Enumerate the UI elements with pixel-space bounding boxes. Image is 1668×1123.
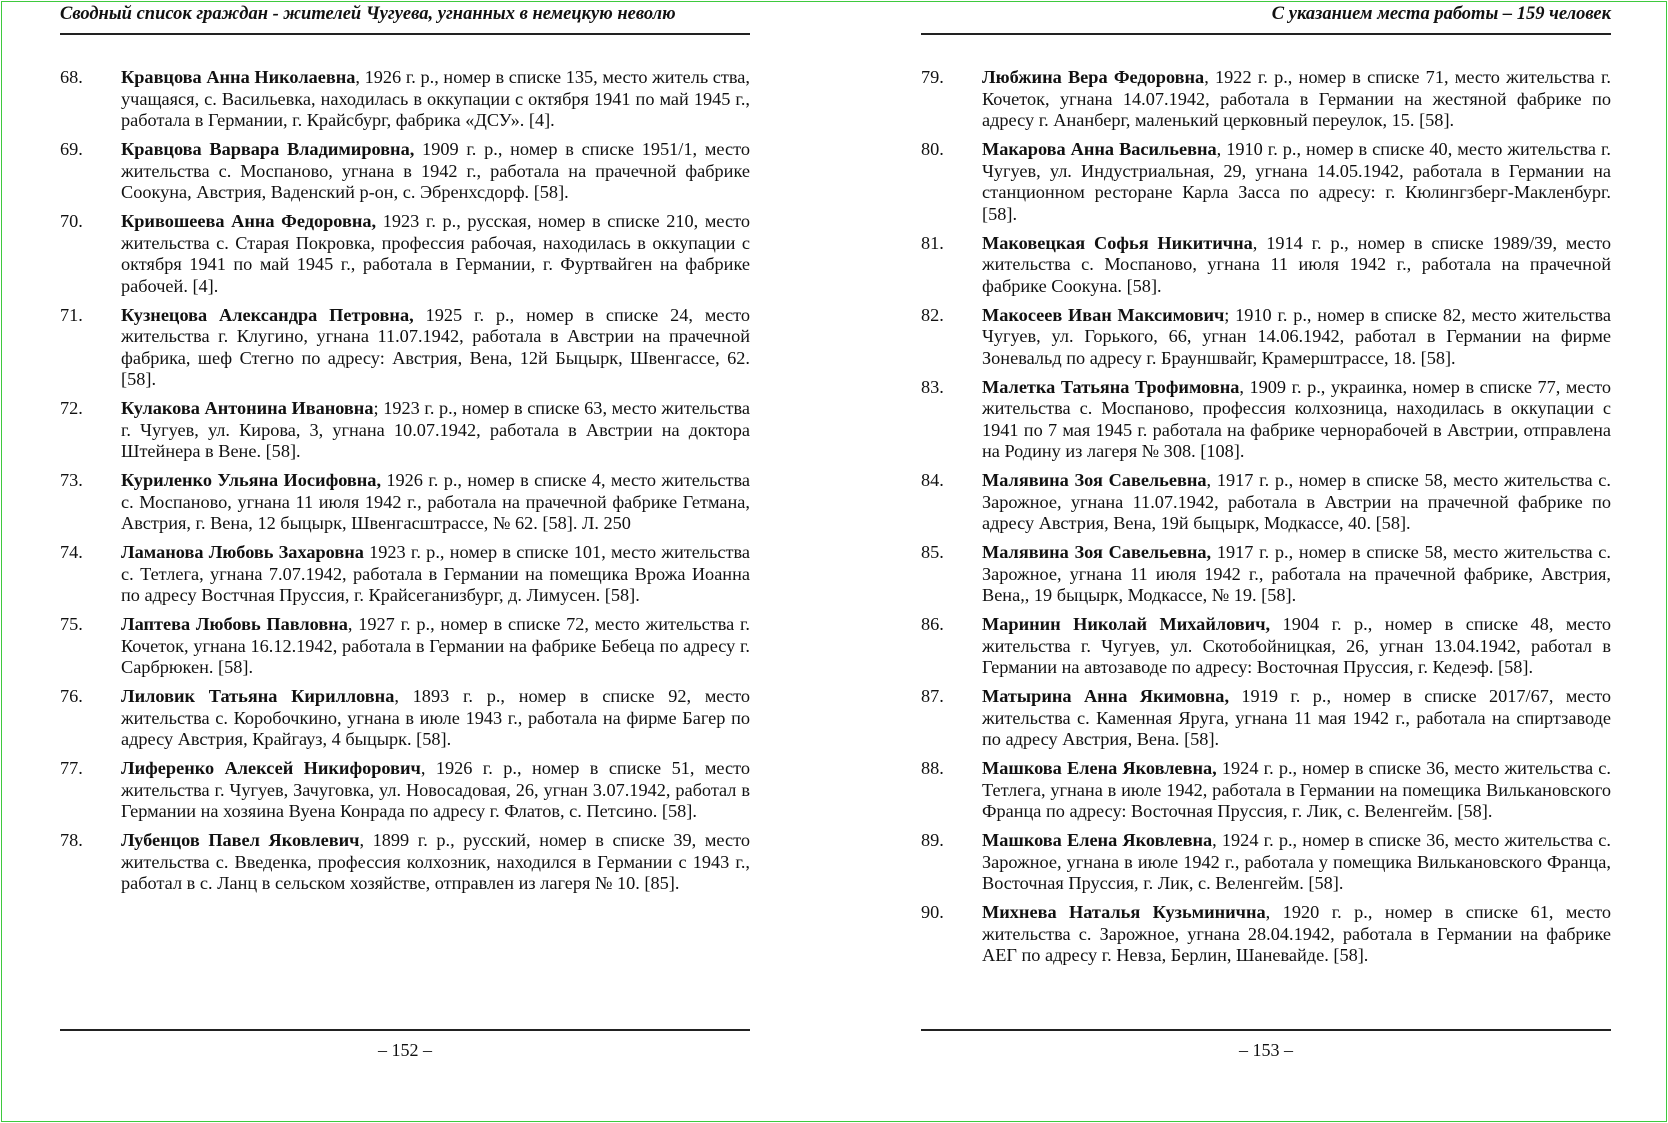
entry-number: 78.: [60, 830, 83, 850]
entry-name: Михнева Наталья Кузьминична: [982, 902, 1266, 922]
running-head-right: С указанием места работы – 159 человек: [1271, 4, 1611, 24]
entry-body: [121, 686, 750, 751]
entry-text: 1909 г. р., номер в списке 1951/1, место жительства с. Моспаново, угнана в 1942 г., работала на прачечной фабрике Соокуна, Австрия, Ваденский р-он, с. Эбренхсдорф. [58].: [121, 139, 750, 202]
entry-list-left: [60, 67, 750, 902]
entry-name: Матырина Анна Якимовна,: [982, 686, 1230, 706]
entry-body: [121, 305, 750, 391]
entry-text: ; 1923 г. р., номер в списке 63, место жительства г. Чугуев, ул. Кирова, 3, угнана 10.07.1942, работала в Австрии на доктора Штейнера в Вене. [58].: [121, 398, 750, 461]
entry-text: , 1899 г. р., русский, номер в списке 39, место жительства с. Введенка, профессия колхозник, находился в Германии с 1943 г., работал в с. Ланц в сельском хозяйстве, отправлен из лагеря № 10. [85].: [121, 830, 750, 893]
entry-text: , 1917 г. р., номер в списке 58, место жительства с. Зарожное, угнана 11.07.1942, работала в Австрии на прачечной фабрике по адресу Австрия, Вена, 19й быцырк, Модкассе, 40. [58].: [982, 470, 1611, 533]
entry-name: Маринин Николай Михайлович,: [982, 614, 1271, 634]
list-item: [60, 830, 750, 895]
running-head-left: Сводный список граждан - жителей Чугуева, угнанных в немецкую неволю: [60, 4, 676, 24]
entry-name: Любжина Вера Федоровна: [982, 67, 1205, 87]
entry-number: 77.: [60, 758, 83, 778]
entry-number: 69.: [60, 139, 83, 159]
entry-number: 70.: [60, 211, 83, 231]
entry-text: 1925 г. р., номер в списке 24, место жительства г. Клугино, угнана 11.07.1942, работала в Австрии на прачечной фабрика, шеф Стегно по адресу: Австрия, Вена, 12й Быцырк, Швенгассе, 62. [58].: [121, 304, 750, 389]
entry-name: Лубенцов Павел Яковлевич: [121, 830, 360, 850]
entry-text: 1924 г. р., номер в списке 36, место жительства с. Тетлега, угнана в июле 1942, работала в Германии на помещика Вилькановского Франца по адресу: Восточная Пруссия, г. Лик, с. Веленгейм. [58].: [982, 758, 1611, 821]
entry-text: , 1914 г. р., номер в списке 1989/39, место жительства с. Моспаново, угнана 11 июля 1942 г., работала на прачечной фабрике Соокуна. [58].: [982, 232, 1612, 296]
list-item: [921, 542, 1611, 607]
entry-body: [121, 542, 750, 607]
entry-name: Кулакова Антонина Ивановна: [121, 398, 374, 418]
entry-name: Малявина Зоя Савельевна,: [982, 542, 1212, 562]
entry-body: [982, 305, 1611, 370]
left-page: [60, 0, 750, 1123]
list-item: [60, 686, 750, 751]
entry-text: 1923 г. р., русская, номер в списке 210, место жительства с. Старая Покровка, профессия рабочая, находилась в оккупации с октября 1941 по май 1945 г., работала в Германии, г. Фуртвайген на фабрике рабочей. [4].: [121, 211, 750, 296]
entry-text: , 1922 г. р., номер в списке 71, место жительства г. Кочеток, угнана 14.07.1942, работала в Германии на жестяной фабрике по адресу г. Ананберг, маленький церковный переулок, 15. [58].: [982, 67, 1611, 130]
header-rule: [921, 33, 1611, 35]
list-item: [60, 398, 750, 463]
entry-number: 88.: [921, 758, 944, 778]
entry-name: Кравцова Варвара Владимировна,: [121, 139, 415, 159]
entry-number: 76.: [60, 686, 83, 706]
list-item: [921, 830, 1611, 895]
entry-name: Маковецкая Софья Никитична: [982, 232, 1253, 253]
list-item: [60, 305, 750, 391]
list-item: [60, 139, 750, 204]
entry-number: 84.: [921, 470, 944, 490]
entry-name: Куриленко Ульяна Иосифовна,: [121, 470, 382, 490]
list-item: [60, 542, 750, 607]
entry-body: [982, 902, 1611, 967]
entry-body: [121, 398, 750, 463]
entry-name: Машкова Елена Яковлевна,: [982, 758, 1217, 778]
entry-name: Лиференко Алексей Никифорович: [121, 758, 421, 778]
entry-number: 80.: [921, 139, 944, 159]
entry-body: [121, 758, 750, 823]
entry-body: [982, 139, 1611, 225]
entry-body: [121, 470, 750, 535]
page-number: – 152 –: [378, 1040, 432, 1060]
entry-text: , 1920 г. р., номер в списке 61, место жительства с. Зарожное, угнана 28.04.1942, работала в Германии на фабрике АЕГ по адресу г. Невза, Берлин, Шаневайде. [58].: [982, 902, 1611, 965]
entry-text: , 1924 г. р., номер в списке 36, место жительства с. Зарожное, угнана в июле 1942 г., работала у помещика Вильканoвского Франца, Восточная Пруссия, г. Лик, с. Веленгейм. [58].: [982, 830, 1611, 893]
entry-text: , 1926 г. р., номер в списке 51, место жительства г. Чугуев, Зачуговка, ул. Новосадовая, 26, угнан 3.07.1942, работал в Германии на хозяина Вуена Конрада по адресу г. Флатов, с. Петсино. [58].: [121, 758, 750, 821]
entry-body: [121, 830, 750, 895]
entry-text: 1917 г. р., номер в списке 58, место жительства с. Зарожное, угнана 11 июля 1942 г., работала на прачечной фабрике, Австрия, Вена,, 19 быцырк, Модкассе, № 19. [58].: [982, 542, 1611, 605]
entry-text: , 1927 г. р., номер в списке 72, место жительства г. Кочеток, угнана 16.12.1942, работала в Германии на фабрике Бебеца по адресу г. Сарбрюкен. [58].: [121, 614, 750, 677]
entry-name: Малетка Татьяна Трофимовна: [982, 376, 1240, 397]
entry-number: 71.: [60, 304, 83, 325]
entry-text: ; 1910 г. р., номер в списке 82, место жительства Чугуев, ул. Горького, 66, угнан 14.06.1942, работал в Германии на фирме Зоневальд по адресу г. Брауншвайг, Крамерштрассе, 18. [58].: [982, 304, 1612, 368]
entry-body: [982, 233, 1611, 298]
list-item: [921, 67, 1611, 132]
entry-text: , 1893 г. р., номер в списке 92, место жительства с. Коробочкино, угнана в июле 1943 г., работала на фирме Багер по адресу Австрия, Крайгауз, 4 быцырк. [58].: [121, 686, 750, 749]
entry-body: [982, 67, 1611, 132]
entry-number: 90.: [921, 902, 944, 922]
list-item: [60, 211, 750, 297]
entry-number: 72.: [60, 398, 83, 418]
entry-body: [982, 614, 1611, 679]
entry-body: [982, 542, 1611, 607]
entry-name: Кузнецова Александра Петровна,: [121, 304, 414, 325]
footer-rule: [60, 1029, 750, 1031]
list-item: [921, 614, 1611, 679]
entry-text: , 1926 г. р., номер в списке 135, место житель ства, учащаяся, с. Васильевка, находилась в оккупации с октября 1941 по май 1945 г., работала в Германии, г. Крайсбург, фабрика «ДСУ». [4].: [121, 67, 750, 130]
list-item: [921, 902, 1611, 967]
entry-body: [121, 139, 750, 204]
entry-body: [982, 758, 1611, 823]
entry-body: [982, 377, 1611, 463]
list-item: [921, 305, 1611, 370]
entry-number: 81.: [921, 232, 944, 253]
entry-number: 74.: [60, 542, 83, 562]
entry-text: 1926 г. р., номер в списке 4, место жительства с. Моспаново, угнана 11 июля 1942 г., работала на прачечной фабрике Гетмана, Австрия, г. Вена, 12 быцырк, Швенгасштрассе, № 62. [58]. Л. 250: [121, 470, 750, 533]
list-item: [921, 139, 1611, 225]
entry-body: [121, 614, 750, 679]
entry-name: Малявина Зоя Савельевна: [982, 470, 1207, 490]
entry-name: Машкова Елена Яковлевна: [982, 830, 1213, 850]
entry-number: 86.: [921, 614, 944, 634]
entry-number: 87.: [921, 686, 944, 706]
entry-name: Кривошеева Анна Федоровна,: [121, 211, 377, 231]
entry-number: 79.: [921, 67, 944, 87]
entry-number: 82.: [921, 304, 944, 325]
header-rule: [60, 33, 750, 35]
entry-body: [121, 211, 750, 297]
entry-body: [121, 67, 750, 132]
list-item: [921, 233, 1611, 298]
entry-number: 75.: [60, 614, 83, 634]
entry-name: Макосеев Иван Максимович: [982, 304, 1225, 325]
page-number: – 153 –: [1239, 1040, 1293, 1060]
footer-rule: [921, 1029, 1611, 1031]
list-item: [921, 758, 1611, 823]
entry-text: , 1909 г. р., украинка, номер в списке 77, место жительства с. Моспаново, профессия колхозница, находилась в оккупации с 1941 по 7 мая 1945 г. работала на фабрике чернорабочей в Австрии, отправлена на Родину из лагеря № 308. [108].: [982, 376, 1611, 461]
entry-body: [982, 470, 1611, 535]
right-page: [921, 0, 1611, 1123]
entry-text: 1923 г. р., номер в списке 101, место жительства с. Тетлега, угнана 7.07.1942, работала в Германии на помещика Врожа Иоанна по адресу Востчная Пруссия, г. Крайсеганизбург, д. Лимусен. [58].: [121, 542, 750, 605]
entry-text: 1919 г. р., номер в списке 2017/67, место жительства с. Каменная Яруга, угнана 11 мая 1942 г., работала на спиртзаводе по адресу Австрия, Вена. [58].: [982, 686, 1611, 749]
list-item: [60, 67, 750, 132]
list-item: [921, 377, 1611, 463]
entry-name: Ламанова Любовь Захаровна: [121, 542, 364, 562]
entry-number: 83.: [921, 376, 944, 397]
list-item: [60, 470, 750, 535]
entry-name: Кравцова Анна Николаевна: [121, 67, 356, 87]
entry-name: Лаптева Любовь Павловна: [121, 614, 348, 634]
list-item: [921, 686, 1611, 751]
entry-text: , 1910 г. р., номер в списке 40, место жительства г. Чугуев, ул. Индустриальная, 29, угнана 14.05.1942, работала в Германии на станционном ресторане Карла Засса по адресу: г. Кюлингзберг-Макленбург. [58].: [982, 139, 1611, 224]
entry-number: 73.: [60, 470, 83, 490]
list-item: [60, 614, 750, 679]
entry-name: Макарова Анна Васильевна: [982, 139, 1217, 159]
entry-number: 89.: [921, 830, 944, 850]
entry-number: 68.: [60, 67, 83, 87]
entry-number: 85.: [921, 542, 944, 562]
entry-body: [982, 686, 1611, 751]
entry-text: 1904 г. р., номер в списке 48, место жительства г. Чугуев, ул. Скотобойницкая, 26, угнан 13.04.1942, работал в Германии на автозаводе по адресу: Восточная Пруссия, г. Кедеэф. [58].: [982, 614, 1611, 677]
entry-body: [982, 830, 1611, 895]
entry-name: Лиловик Татьяна Кирилловна: [121, 686, 395, 706]
list-item: [921, 470, 1611, 535]
list-item: [60, 758, 750, 823]
entry-list-right: [921, 67, 1611, 974]
